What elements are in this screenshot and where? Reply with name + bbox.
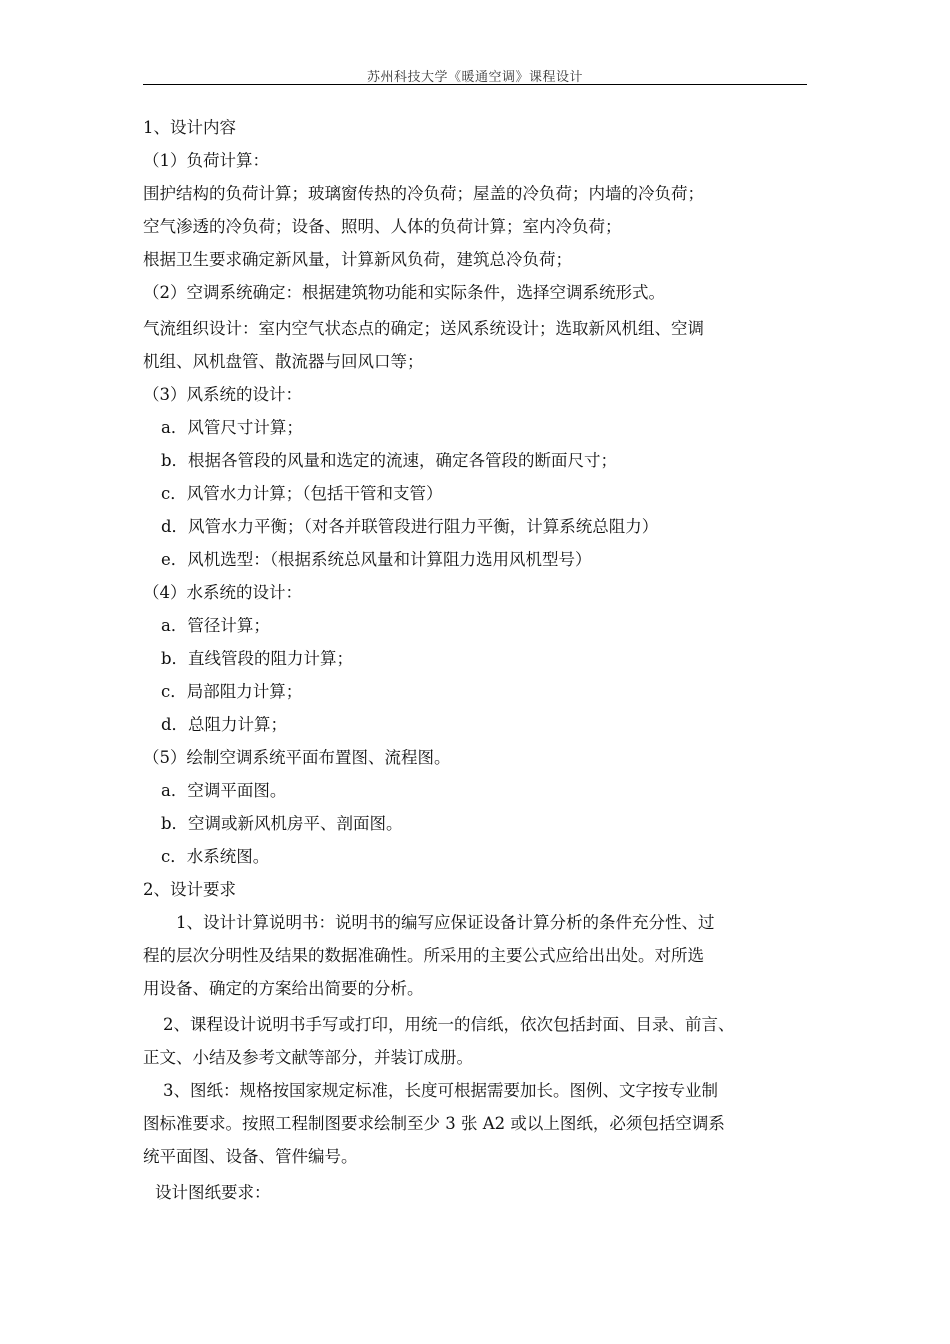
list-item: a．风管尺寸计算；	[161, 418, 303, 437]
body-line: 正文、小结及参考文献等部分，并装订成册。	[143, 1048, 473, 1067]
body-line: 气流组织设计：室内空气状态点的确定；送风系统设计；选取新风机组、空调	[143, 319, 704, 338]
subheading-air-system: （3）风系统的设计：	[143, 385, 302, 404]
body-line: 空气渗透的冷负荷；设备、照明、人体的负荷计算；室内冷负荷；	[143, 217, 622, 236]
list-item: d．总阻力计算；	[161, 715, 288, 734]
section-heading-design-requirements: 2、设计要求	[143, 880, 236, 899]
subheading-drawings: （5）绘制空调系统平面布置图、流程图。	[143, 748, 451, 767]
body-line: 2、课程设计说明书手写或打印，用统一的信纸，依次包括封面、目录、前言、	[163, 1015, 735, 1034]
list-item: b．空调或新风机房平、剖面图。	[161, 814, 403, 833]
subheading-ac-system: （2）空调系统确定：根据建筑物功能和实际条件，选择空调系统形式。	[143, 283, 665, 302]
body-line: 1、设计计算说明书：说明书的编写应保证设备计算分析的条件充分性、过	[176, 913, 715, 932]
body-line: 设计图纸要求：	[155, 1183, 271, 1202]
list-item: d．风管水力平衡；（对各并联管段进行阻力平衡，计算系统总阻力）	[161, 517, 659, 536]
body-line: 程的层次分明性及结果的数据准确性。所采用的主要公式应给出出处。对所选	[143, 946, 704, 965]
list-item: a．管径计算；	[161, 616, 270, 635]
list-item: c．局部阻力计算；	[161, 682, 303, 701]
body-line: 3、图纸：规格按国家规定标准，长度可根据需要加长。图例、文字按专业制	[163, 1081, 718, 1100]
list-item: c．水系统图。	[161, 847, 270, 866]
list-item: b．直线管段的阻力计算；	[161, 649, 354, 668]
header-rule	[143, 84, 807, 85]
body-line: 用设备、确定的方案给出简要的分析。	[143, 979, 424, 998]
body-line: 根据卫生要求确定新风量，计算新风负荷，建筑总冷负荷；	[143, 250, 572, 269]
list-item: c．风管水力计算；（包括干管和支管）	[161, 484, 443, 503]
body-line: 图标准要求。按照工程制图要求绘制至少 3 张 A2 或以上图纸，必须包括空调系	[143, 1114, 725, 1133]
body-line: 机组、风机盘管、散流器与回风口等；	[143, 352, 424, 371]
list-item: e．风机选型：（根据系统总风量和计算阻力选用风机型号）	[161, 550, 592, 569]
subheading-water-system: （4）水系统的设计：	[143, 583, 302, 602]
subheading-load-calculation: （1）负荷计算：	[143, 151, 269, 170]
header-title: 苏州科技大学《暖通空调》课程设计	[366, 70, 583, 85]
list-item: b．根据各管段的风量和选定的流速，确定各管段的断面尺寸；	[161, 451, 618, 470]
list-item: a．空调平面图。	[161, 781, 287, 800]
body-line: 统平面图、设备、管件编号。	[143, 1147, 358, 1166]
section-heading-design-content: 1、设计内容	[143, 118, 236, 137]
body-line: 围护结构的负荷计算；玻璃窗传热的冷负荷；屋盖的冷负荷；内墙的冷负荷；	[143, 184, 704, 203]
